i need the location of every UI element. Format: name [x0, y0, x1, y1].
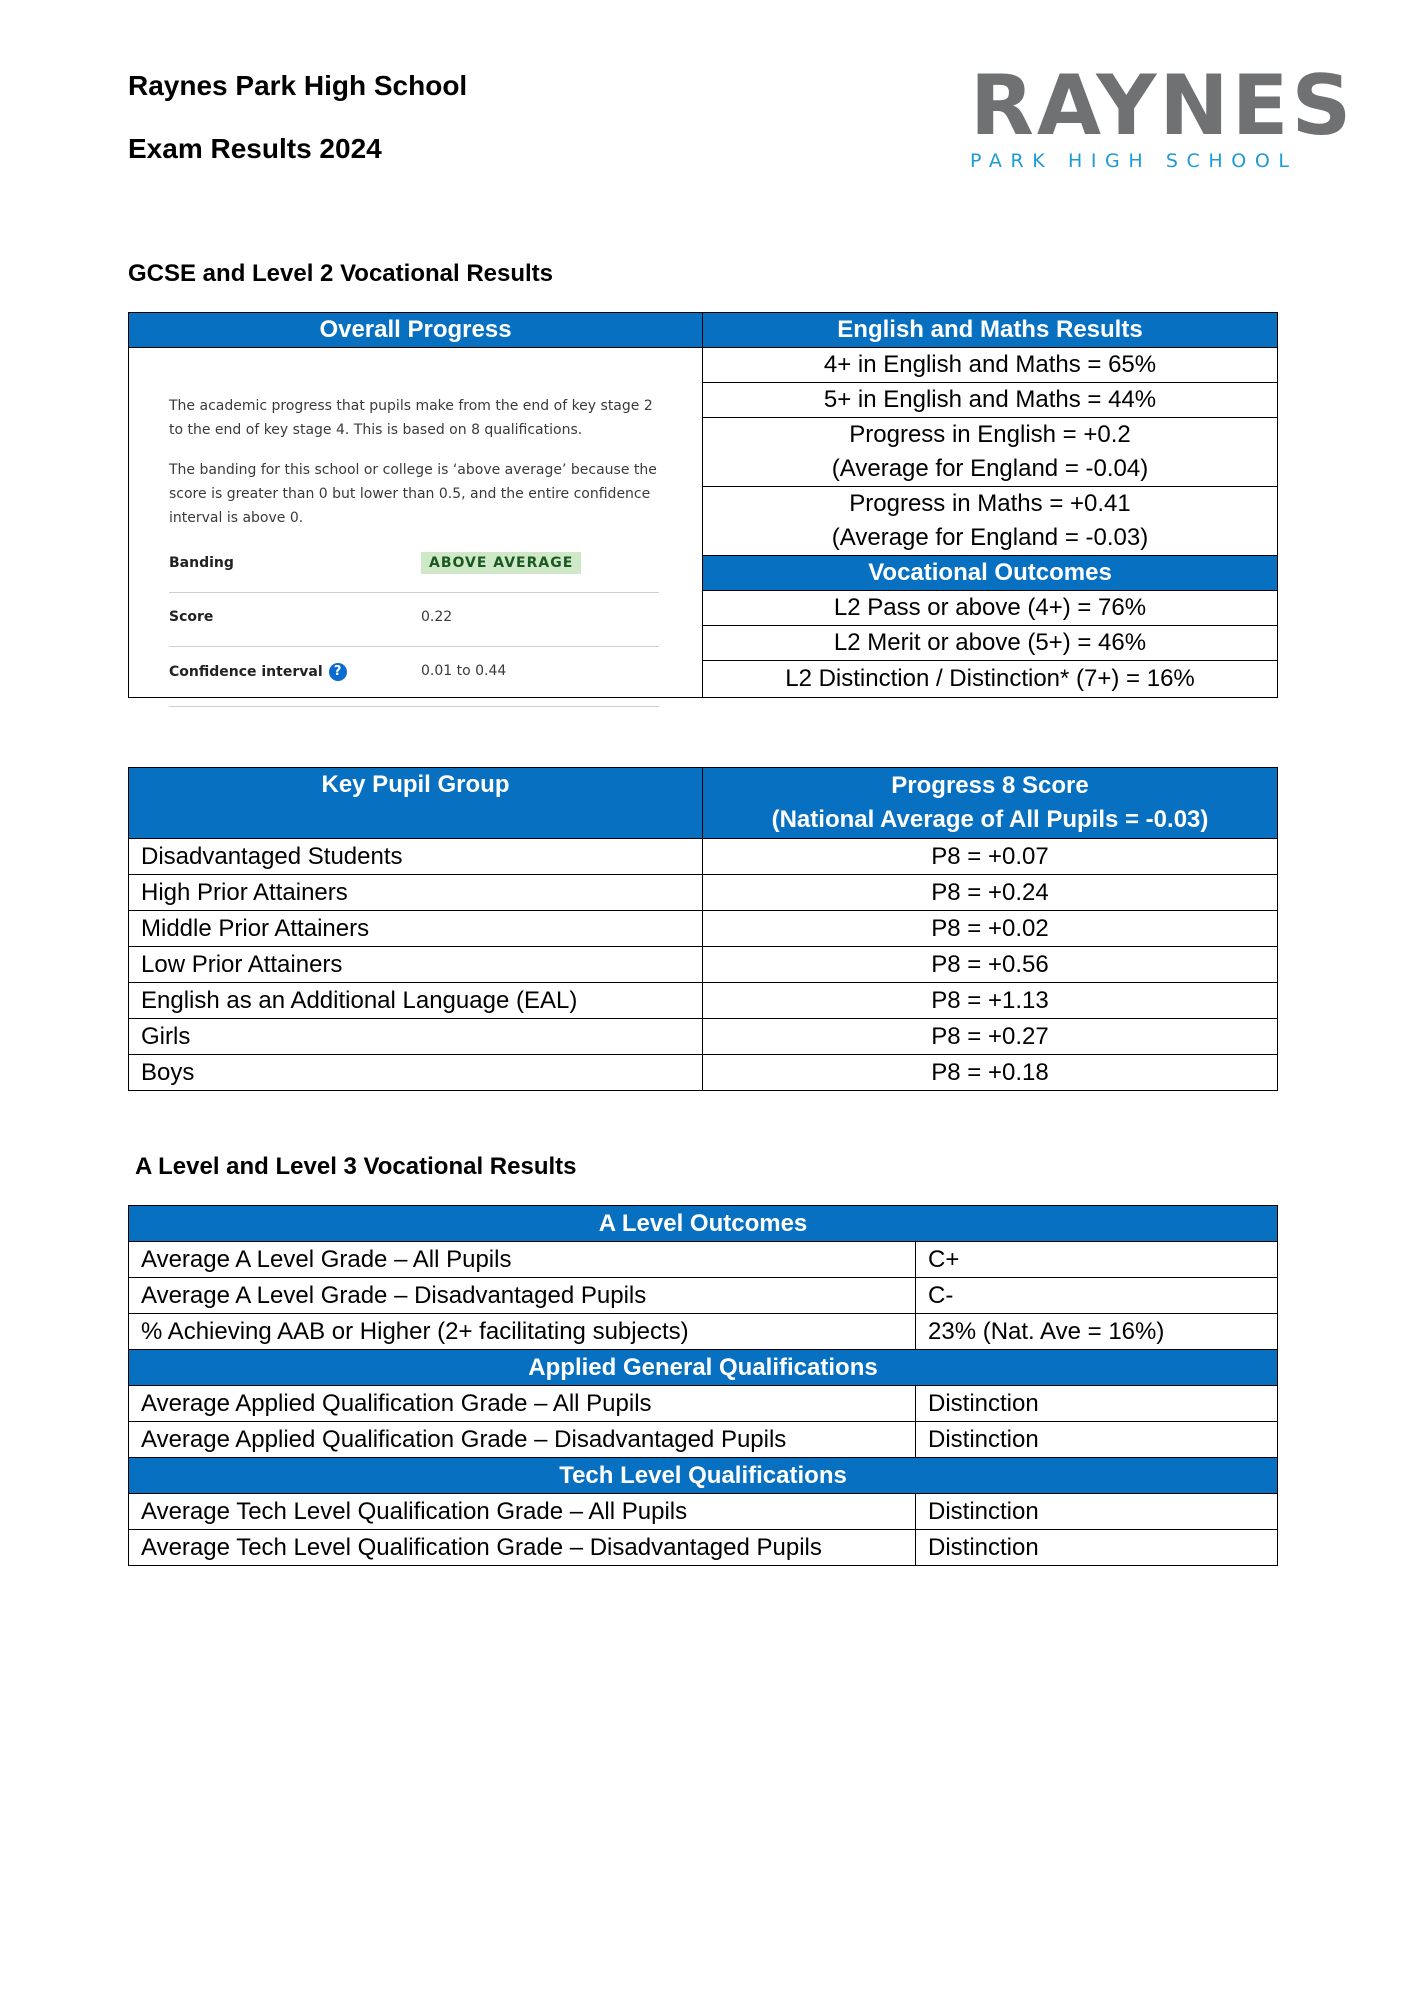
result-value: 23% (Nat. Ave = 16%): [916, 1314, 1278, 1350]
logo-subtitle: PARK HIGH SCHOOL: [970, 150, 1298, 172]
result-label: Average Tech Level Qualification Grade – All Pupils: [129, 1494, 916, 1530]
result-value: Distinction: [916, 1422, 1278, 1458]
school-name: Raynes Park High School: [128, 70, 468, 101]
vocational-row: L2 Pass or above (4+) = 76%: [703, 591, 1278, 626]
result-label: Average Applied Qualification Grade – Disadvantaged Pupils: [129, 1422, 916, 1458]
english-maths-row: 5+ in English and Maths = 44%: [703, 383, 1278, 418]
table-row: [129, 1242, 1278, 1278]
school-logo: [970, 57, 1355, 172]
table-row: [129, 947, 1278, 983]
progress-8-title: Progress 8 Score: [891, 772, 1089, 799]
table-row: [129, 983, 1278, 1019]
result-label: Average Applied Qualification Grade – All Pupils: [129, 1386, 916, 1422]
score-label: Score: [169, 609, 214, 625]
gcse-results-table: [128, 312, 1278, 698]
vocational-row: L2 Merit or above (5+) = 46%: [703, 626, 1278, 661]
question-icon[interactable]: ?: [329, 663, 347, 681]
group-name: Boys: [129, 1055, 703, 1091]
gcse-section-title: GCSE and Level 2 Vocational Results: [128, 260, 554, 287]
table-row: [129, 1386, 1278, 1422]
table-row: [129, 1422, 1278, 1458]
english-maths-header: English and Maths Results: [703, 313, 1278, 348]
table-row: [129, 875, 1278, 911]
overall-progress-header: Overall Progress: [129, 313, 703, 348]
banding-label: Banding: [169, 555, 234, 571]
table-row: [129, 1055, 1278, 1091]
tech-level-header: Tech Level Qualifications: [129, 1458, 1278, 1494]
confidence-value: 0.01 to 0.44: [421, 663, 507, 679]
logo-wordmark: RAYNES: [970, 57, 1355, 154]
confidence-label: Confidence interval: [169, 664, 323, 680]
progress-snapshot-panel: [129, 348, 703, 698]
alevel-outcomes-header: A Level Outcomes: [129, 1206, 1278, 1242]
banding-badge: ABOVE AVERAGE: [421, 552, 581, 574]
banding-description: The banding for this school or college is ‘above average’ because the score is greater than 0 but lower than 0.5, and the entire confidence interval is above 0.: [169, 462, 657, 526]
english-average: (Average for England = -0.04): [831, 455, 1149, 482]
result-value: Distinction: [916, 1386, 1278, 1422]
group-score: P8 = +0.07: [703, 839, 1278, 875]
group-name: Low Prior Attainers: [129, 947, 703, 983]
alevel-results-table: [128, 1205, 1278, 1566]
score-row: [169, 592, 659, 647]
maths-progress: Progress in Maths = +0.41: [849, 490, 1131, 517]
maths-average: (Average for England = -0.03): [831, 524, 1149, 551]
key-pupil-group-header: Key Pupil Group: [129, 768, 703, 839]
table-row: [129, 1019, 1278, 1055]
table-row: [129, 839, 1278, 875]
table-row: [129, 1494, 1278, 1530]
table-row: [129, 1530, 1278, 1566]
score-value: 0.22: [421, 609, 453, 625]
table-row: [129, 1314, 1278, 1350]
confidence-row: [169, 646, 659, 707]
result-label: % Achieving AAB or Higher (2+ facilitating subjects): [129, 1314, 916, 1350]
table-row: [129, 911, 1278, 947]
alevel-section-title: A Level and Level 3 Vocational Results: [135, 1153, 577, 1180]
result-value: Distinction: [916, 1530, 1278, 1566]
result-label: Average A Level Grade – All Pupils: [129, 1242, 916, 1278]
group-score: P8 = +0.18: [703, 1055, 1278, 1091]
progress-8-header: [703, 768, 1278, 839]
english-progress: Progress in English = +0.2: [849, 421, 1131, 448]
group-score: P8 = +0.56: [703, 947, 1278, 983]
national-average-note: (National Average of All Pupils = -0.03): [771, 806, 1209, 833]
banding-row: [169, 538, 659, 593]
group-score: P8 = +0.27: [703, 1019, 1278, 1055]
english-progress-cell: [703, 418, 1278, 487]
result-value: C+: [916, 1242, 1278, 1278]
result-value: C-: [916, 1278, 1278, 1314]
vocational-outcomes-header: Vocational Outcomes: [703, 556, 1278, 591]
document-title: Exam Results 2024: [128, 133, 382, 164]
pupil-groups-table: [128, 767, 1278, 1091]
group-score: P8 = +1.13: [703, 983, 1278, 1019]
vocational-row: L2 Distinction / Distinction* (7+) = 16%: [703, 661, 1278, 698]
progress-description: The academic progress that pupils make from the end of key stage 2 to the end of key stage 4. This is based on 8 qualifications.: [169, 398, 653, 438]
group-score: P8 = +0.24: [703, 875, 1278, 911]
group-name: Disadvantaged Students: [129, 839, 703, 875]
group-name: High Prior Attainers: [129, 875, 703, 911]
group-name: English as an Additional Language (EAL): [129, 983, 703, 1019]
result-value: Distinction: [916, 1494, 1278, 1530]
group-name: Girls: [129, 1019, 703, 1055]
group-score: P8 = +0.02: [703, 911, 1278, 947]
result-label: Average Tech Level Qualification Grade – Disadvantaged Pupils: [129, 1530, 916, 1566]
result-label: Average A Level Grade – Disadvantaged Pupils: [129, 1278, 916, 1314]
english-maths-row: 4+ in English and Maths = 65%: [703, 348, 1278, 383]
table-row: [129, 1278, 1278, 1314]
group-name: Middle Prior Attainers: [129, 911, 703, 947]
maths-progress-cell: [703, 487, 1278, 556]
applied-general-header: Applied General Qualifications: [129, 1350, 1278, 1386]
